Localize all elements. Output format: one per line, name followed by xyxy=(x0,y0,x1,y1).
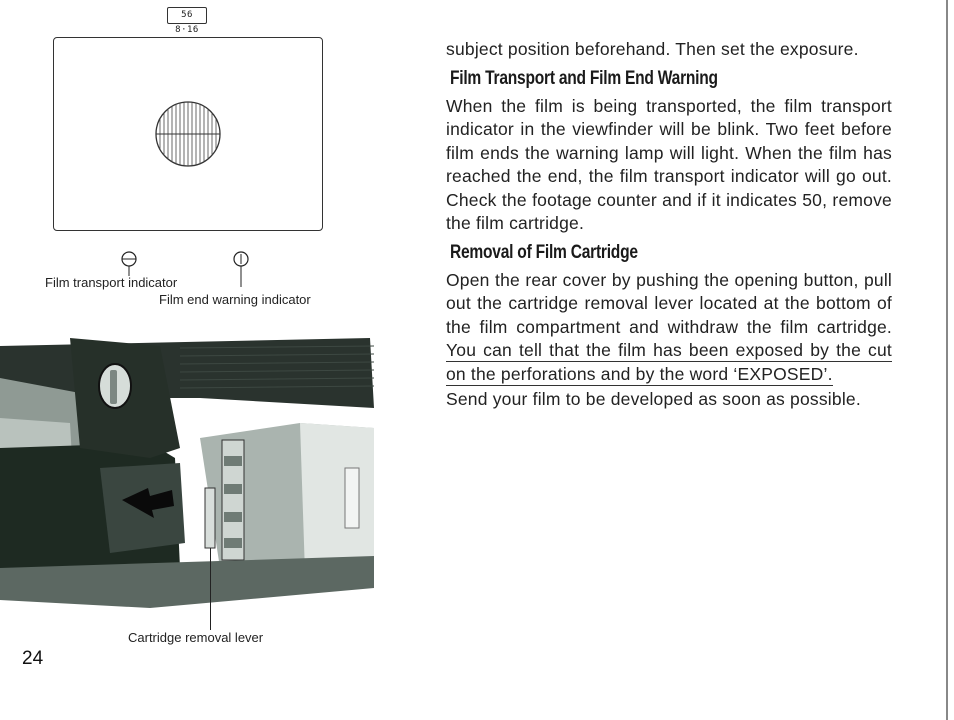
film-end-warning-indicator-icon xyxy=(230,250,252,290)
logo-mark: 56 8·16 xyxy=(167,7,207,24)
viewfinder-illustration xyxy=(53,37,323,231)
camera-cartridge-photo xyxy=(0,338,374,608)
text-column xyxy=(446,38,892,412)
cartridge-removal-lead: Open the rear cover by pushing the opening button, pull out the cartridge removal lever located at the bottom of the film compartment and withdraw the film cartridge. xyxy=(446,269,892,337)
cartridge-lever-caption: Cartridge removal lever xyxy=(128,630,264,645)
cartridge-removal-heading: Removal of Film Cartridge xyxy=(450,241,638,263)
film-transport-heading: Film Transport and Film End Warning xyxy=(450,67,718,89)
exposed-note-underlined: You can tell that the film has been exposed by the cut on the perforations and by the word ‘EXPOSED’. xyxy=(446,340,892,384)
film-transport-caption: Film transport indicator xyxy=(45,275,178,290)
intro-paragraph: subject position beforehand. Then set the exposure. xyxy=(446,39,859,59)
lever-callout-line xyxy=(210,548,211,630)
page-edge xyxy=(946,0,948,720)
send-film-paragraph: Send your film to be developed as soon as possible. xyxy=(446,389,861,409)
film-end-caption: Film end warning indicator xyxy=(159,292,311,307)
page-number: 24 xyxy=(22,648,44,669)
focusing-screen-icon xyxy=(53,37,323,231)
cartridge-removal-paragraph xyxy=(446,269,892,387)
film-transport-paragraph: When the film is being transported, the film transport indicator in the viewfinder will be blink. Two feet before film ends the warning lamp will light. When the film has reached the end, the film transport indicator will go out. Check the footage counter and if it indicates 50, remove the film cartridge. xyxy=(446,95,892,233)
